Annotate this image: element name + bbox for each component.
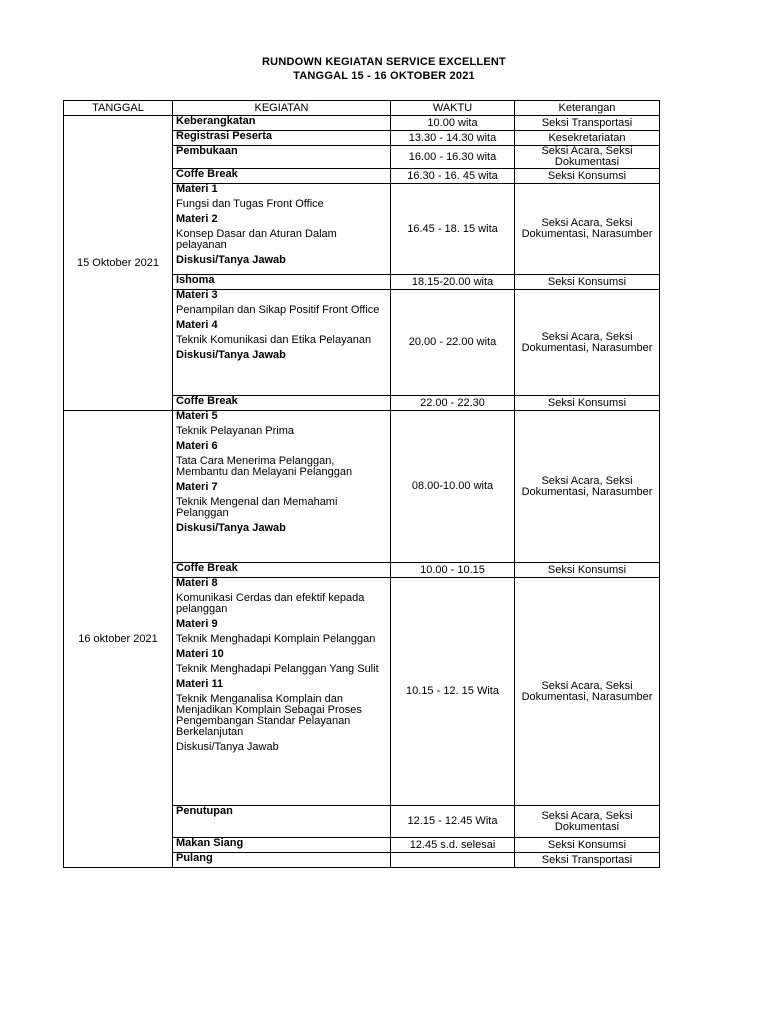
activity-cell xyxy=(173,146,391,169)
activity-line: Materi 6 xyxy=(176,440,218,452)
table-header-row xyxy=(64,101,660,116)
activity-line: Pembukaan xyxy=(176,145,238,157)
activity-line: Coffe Break xyxy=(176,168,238,180)
time-cell xyxy=(391,853,515,868)
activity-cell xyxy=(173,169,391,184)
time-cell: 16.00 - 16.30 wita xyxy=(391,146,515,169)
header-keterangan: Keterangan xyxy=(515,101,660,116)
activity-line: Teknik Mengenal dan Memahami Pelanggan xyxy=(176,496,338,519)
time-cell: 16.45 - 18. 15 wita xyxy=(391,184,515,275)
time-cell: 08.00-10.00 wita xyxy=(391,411,515,563)
activity-line: Ishoma xyxy=(176,274,215,286)
keterangan-cell: Seksi Konsumsi xyxy=(515,169,660,184)
activity-cell xyxy=(173,116,391,131)
time-cell: 13.30 - 14.30 wita xyxy=(391,131,515,146)
activity-line: Materi 1 xyxy=(176,183,218,195)
activity-line: Penampilan dan Sikap Positif Front Office xyxy=(176,304,380,316)
activity-line: Materi 11 xyxy=(176,678,224,690)
activity-line: Materi 10 xyxy=(176,648,224,660)
keterangan-cell: Seksi Acara, Seksi Dokumentasi xyxy=(515,806,660,838)
activity-line: Komunikasi Cerdas dan efektif kepada pelanggan xyxy=(176,592,365,615)
activity-line: Registrasi Peserta xyxy=(176,130,272,142)
time-cell: 22.00 - 22.30 xyxy=(391,396,515,411)
keterangan-cell: Seksi Acara, Seksi Dokumentasi, Narasumber xyxy=(515,290,660,396)
activity-line: Materi 9 xyxy=(176,618,218,630)
activity-line: Materi 7 xyxy=(176,481,218,493)
keterangan-cell: Seksi Acara, Seksi Dokumentasi, Narasumber xyxy=(515,411,660,563)
activity-line: Materi 3 xyxy=(176,289,218,301)
header-tanggal: TANGGAL xyxy=(64,101,173,116)
activity-line: Coffe Break xyxy=(176,562,238,574)
activity-line: Diskusi/Tanya Jawab xyxy=(176,254,286,266)
keterangan-cell: Seksi Konsumsi xyxy=(515,838,660,853)
activity-cell xyxy=(173,131,391,146)
keterangan-cell: Seksi Acara, Seksi Dokumentasi, Narasumber xyxy=(515,578,660,806)
date-cell: 15 Oktober 2021 xyxy=(64,116,173,411)
activity-line: Materi 2 xyxy=(176,213,218,225)
activity-line: Teknik Komunikasi dan Etika Pelayanan xyxy=(176,334,372,346)
activity-line: Teknik Menganalisa Komplain dan Menjadikan Komplain Sebagai Proses Pengembangan Standar Pelayanan Berkelanjutan xyxy=(176,693,362,738)
header-kegiatan: KEGIATAN xyxy=(173,101,391,116)
rundown-table xyxy=(63,100,660,868)
time-cell: 18.15-20.00 wita xyxy=(391,275,515,290)
table-row xyxy=(64,116,660,131)
keterangan-cell: Seksi Acara, Seksi Dokumentasi xyxy=(515,146,660,169)
table-row xyxy=(64,411,660,563)
activity-cell xyxy=(173,275,391,290)
header-waktu: WAKTU xyxy=(391,101,515,116)
keterangan-cell: Seksi Transportasi xyxy=(515,853,660,868)
keterangan-cell: Seksi Konsumsi xyxy=(515,396,660,411)
activity-line: Teknik Pelayanan Prima xyxy=(176,425,295,437)
time-cell: 16.30 - 16. 45 wita xyxy=(391,169,515,184)
activity-line: Teknik Menghadapi Komplain Pelanggan xyxy=(176,633,376,645)
activity-cell xyxy=(173,578,391,806)
time-cell: 10.00 wita xyxy=(391,116,515,131)
activity-line: Tata Cara Menerima Pelanggan, Membantu dan Melayani Pelanggan xyxy=(176,455,353,478)
activity-cell xyxy=(173,290,391,396)
activity-line: Penutupan xyxy=(176,805,233,817)
activity-cell xyxy=(173,184,391,275)
activity-line: Teknik Menghadapi Pelanggan Yang Sulit xyxy=(176,663,379,675)
activity-cell xyxy=(173,806,391,838)
date-cell: 16 oktober 2021 xyxy=(64,411,173,868)
time-cell: 20.00 - 22.00 wita xyxy=(391,290,515,396)
activity-cell xyxy=(173,396,391,411)
activity-line: Pulang xyxy=(176,852,213,864)
activity-line: Materi 8 xyxy=(176,577,218,589)
activity-cell xyxy=(173,411,391,563)
activity-cell xyxy=(173,563,391,578)
activity-cell xyxy=(173,838,391,853)
time-cell: 12.45 s.d. selesai xyxy=(391,838,515,853)
time-cell: 10.15 - 12. 15 Wita xyxy=(391,578,515,806)
activity-line: Fungsi dan Tugas Front Office xyxy=(176,198,324,210)
activity-line: Makan Siang xyxy=(176,837,244,849)
keterangan-cell: Seksi Transportasi xyxy=(515,116,660,131)
keterangan-cell: Seksi Konsumsi xyxy=(515,275,660,290)
keterangan-cell: Seksi Konsumsi xyxy=(515,563,660,578)
document-subtitle: TANGGAL 15 - 16 OKTOBER 2021 xyxy=(293,70,475,82)
time-cell: 10.00 - 10.15 xyxy=(391,563,515,578)
keterangan-cell: Kesekretariatan xyxy=(515,131,660,146)
activity-line: Materi 4 xyxy=(176,319,218,331)
activity-line: Konsep Dasar dan Aturan Dalam pelayanan xyxy=(176,228,337,251)
time-cell: 12.15 - 12.45 Wita xyxy=(391,806,515,838)
activity-line: Diskusi/Tanya Jawab xyxy=(176,349,286,361)
activity-line: Diskusi/Tanya Jawab xyxy=(176,741,279,753)
activity-cell xyxy=(173,853,391,868)
activity-line: Keberangkatan xyxy=(176,115,256,127)
activity-line: Materi 5 xyxy=(176,410,218,422)
activity-line: Coffe Break xyxy=(176,395,238,407)
activity-line: Diskusi/Tanya Jawab xyxy=(176,522,286,534)
document-title: RUNDOWN KEGIATAN SERVICE EXCELLENT xyxy=(262,56,506,68)
keterangan-cell: Seksi Acara, Seksi Dokumentasi, Narasumber xyxy=(515,184,660,275)
